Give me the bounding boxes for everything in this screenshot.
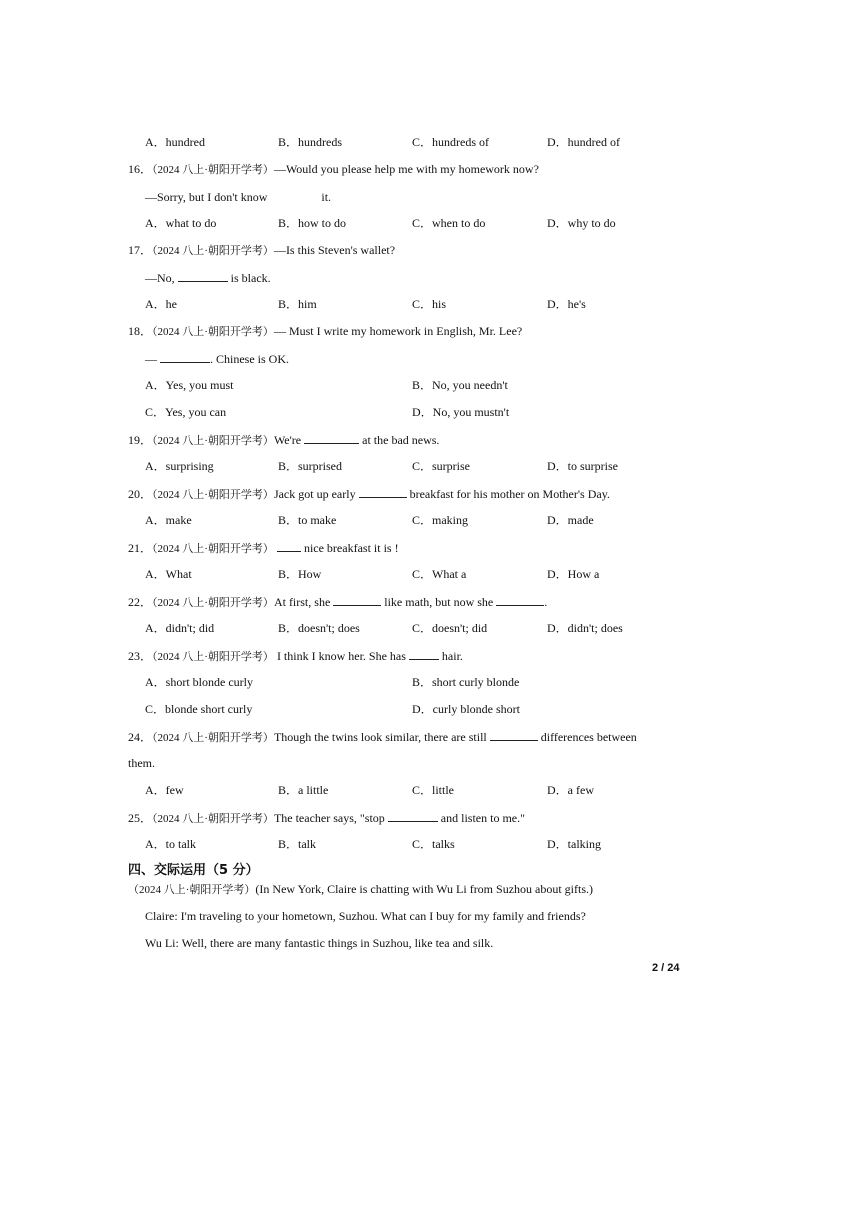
q17-option-c: C．his	[412, 297, 447, 311]
q25-option-d: D．talking	[547, 837, 601, 851]
question-number: 22．	[128, 595, 153, 609]
q25-option-a: A．to talk	[145, 837, 196, 851]
q25-option-b: B．talk	[278, 837, 316, 851]
answer-blank	[490, 729, 538, 741]
question-number: 21．	[128, 541, 153, 555]
question-source: （2024 八上·朝阳开学考）	[152, 435, 274, 447]
q16-option-c: C．when to do	[412, 216, 486, 230]
question-text-end: nice breakfast it is !	[303, 541, 399, 555]
section-intro-text: (In New York, Claire is chatting with Wu Li from Suzhou about gifts.)	[255, 882, 594, 896]
question-text-start: Though the twins look similar, there are still	[273, 730, 487, 744]
q16-line2-end: it.	[321, 190, 332, 204]
answer-blank	[277, 540, 301, 552]
question-text-start: At first, she	[273, 595, 331, 609]
answer-blank	[304, 432, 359, 444]
question-number: 25．	[128, 811, 153, 825]
answer-blank	[178, 270, 228, 282]
q18-option-c: C．Yes, you can	[145, 405, 227, 419]
q16-stem	[128, 162, 539, 177]
q23-option-c: C．blonde short curly	[145, 702, 253, 716]
q23-stem	[128, 648, 463, 664]
q23-option-d: D．curly blonde short	[412, 702, 520, 716]
q18-option-a: A．Yes, you must	[145, 378, 234, 392]
q16-line2	[145, 189, 331, 204]
answer-blank-2	[496, 594, 544, 606]
question-text-end: hair.	[441, 649, 463, 663]
q15-option-c: C．hundreds of	[412, 135, 489, 149]
question-number: 17．	[128, 243, 153, 257]
question-source: （2024 八上·朝阳开学考）	[152, 813, 274, 825]
question-text-start: We're	[273, 433, 302, 447]
q21-option-c: C．What a	[412, 567, 467, 581]
q21-option-d: D．How a	[547, 567, 600, 581]
q22-option-a: A．didn't; did	[145, 621, 215, 635]
question-text: —Would you please help me with my homework now?	[273, 162, 539, 176]
q24-option-a: A．few	[145, 783, 184, 797]
q18-line2	[145, 351, 289, 366]
question-source: （2024 八上·朝阳开学考）	[152, 543, 274, 555]
q22-option-b: B．doesn't; does	[278, 621, 360, 635]
question-source: （2024 八上·朝阳开学考）	[152, 164, 274, 176]
question-number: 19．	[128, 433, 153, 447]
question-text-end: at the bad news.	[362, 433, 440, 447]
question-number: 24．	[128, 730, 153, 744]
q17-line2	[145, 270, 271, 285]
q15-option-b: B．hundreds	[278, 135, 342, 149]
q20-option-c: C．making	[412, 513, 468, 527]
question-text-end: .	[544, 595, 548, 609]
question-number: 16．	[128, 162, 153, 176]
q19-option-c: C．surprise	[412, 459, 470, 473]
section-source: （2024 八上·朝阳开学考）	[128, 884, 256, 896]
q24-option-d: D．a few	[547, 783, 594, 797]
q18-option-b: B．No, you needn't	[412, 378, 508, 392]
question-text-end: and listen to me."	[440, 811, 526, 825]
q15-option-a: A．hundred	[145, 135, 205, 149]
answer-blank	[409, 648, 439, 660]
q22-option-d: D．didn't; does	[547, 621, 623, 635]
q21-option-b: B．How	[278, 567, 322, 581]
q17-option-d: D．he's	[547, 297, 586, 311]
q19-option-d: D．to surprise	[547, 459, 618, 473]
q19-option-a: A．surprising	[145, 459, 214, 473]
question-number: 23．	[128, 649, 153, 663]
q17-line2-start: —No,	[145, 271, 175, 285]
q18-option-d: D．No, you mustn't	[412, 405, 510, 419]
q23-option-a: A．short blonde curly	[145, 675, 253, 689]
q15-option-d: D．hundred of	[547, 135, 620, 149]
q25-stem	[128, 810, 525, 826]
q20-option-d: D．made	[547, 513, 594, 527]
question-text: — Must I write my homework in English, Mr. Lee?	[273, 324, 523, 338]
answer-blank	[160, 351, 210, 363]
section4-intro	[128, 882, 593, 897]
q18-line2-end: . Chinese is OK.	[210, 352, 289, 366]
question-text-start: I think I know her. She has	[276, 649, 406, 663]
answer-blank	[388, 810, 438, 822]
q24-option-c: C．little	[412, 783, 455, 797]
question-source: （2024 八上·朝阳开学考）	[152, 732, 274, 744]
question-text-start: The teacher says, "stop	[273, 811, 385, 825]
q24-option-b: B．a little	[278, 783, 329, 797]
question-source: （2024 八上·朝阳开学考）	[152, 326, 274, 338]
dialogue-line-wuli: Wu Li: Well, there are many fantastic things in Suzhou, like tea and silk.	[145, 936, 494, 950]
q16-option-b: B．how to do	[278, 216, 347, 230]
dialogue-line-claire: Claire: I'm traveling to your hometown, Suzhou. What can I buy for my family and friends?	[145, 909, 586, 923]
question-source: （2024 八上·朝阳开学考）	[152, 597, 274, 609]
answer-blank	[359, 486, 407, 498]
q23-option-b: B．short curly blonde	[412, 675, 520, 689]
q21-stem	[128, 540, 399, 556]
q19-stem	[128, 432, 439, 448]
q18-stem	[128, 324, 522, 339]
q17-line2-end: is black.	[230, 271, 271, 285]
question-number: 18．	[128, 324, 153, 338]
q25-option-c: C．talks	[412, 837, 455, 851]
q17-option-b: B．him	[278, 297, 317, 311]
question-text-end: differences between	[540, 730, 637, 744]
answer-blank-1	[333, 594, 381, 606]
q16-option-a: A．what to do	[145, 216, 217, 230]
question-source: （2024 八上·朝阳开学考）	[152, 651, 274, 663]
q21-option-a: A．What	[145, 567, 192, 581]
question-source: （2024 八上·朝阳开学考）	[152, 489, 274, 501]
page-number: 2 / 24	[652, 962, 680, 974]
question-number: 20．	[128, 487, 153, 501]
question-text-start: Jack got up early	[273, 487, 356, 501]
q22-option-c: C．doesn't; did	[412, 621, 488, 635]
q20-option-b: B．to make	[278, 513, 337, 527]
question-source: （2024 八上·朝阳开学考）	[152, 245, 274, 257]
q20-option-a: A．make	[145, 513, 192, 527]
q16-line2-text: —Sorry, but I don't know	[145, 190, 268, 204]
question-text-end: breakfast for his mother on Mother's Day.	[409, 487, 610, 501]
section-heading: 四、交际运用（5 分）	[128, 863, 259, 878]
q20-stem	[128, 486, 610, 502]
answer-blank	[267, 189, 321, 201]
q17-stem	[128, 243, 395, 258]
q18-line2-start: —	[145, 352, 157, 366]
q24-line2: them.	[128, 756, 155, 770]
q22-stem	[128, 594, 547, 610]
question-text: —Is this Steven's wallet?	[273, 243, 396, 257]
q19-option-b: B．surprised	[278, 459, 342, 473]
question-text-mid: like math, but now she	[384, 595, 494, 609]
q16-option-d: D．why to do	[547, 216, 616, 230]
q24-stem	[128, 729, 637, 745]
q17-option-a: A．he	[145, 297, 177, 311]
